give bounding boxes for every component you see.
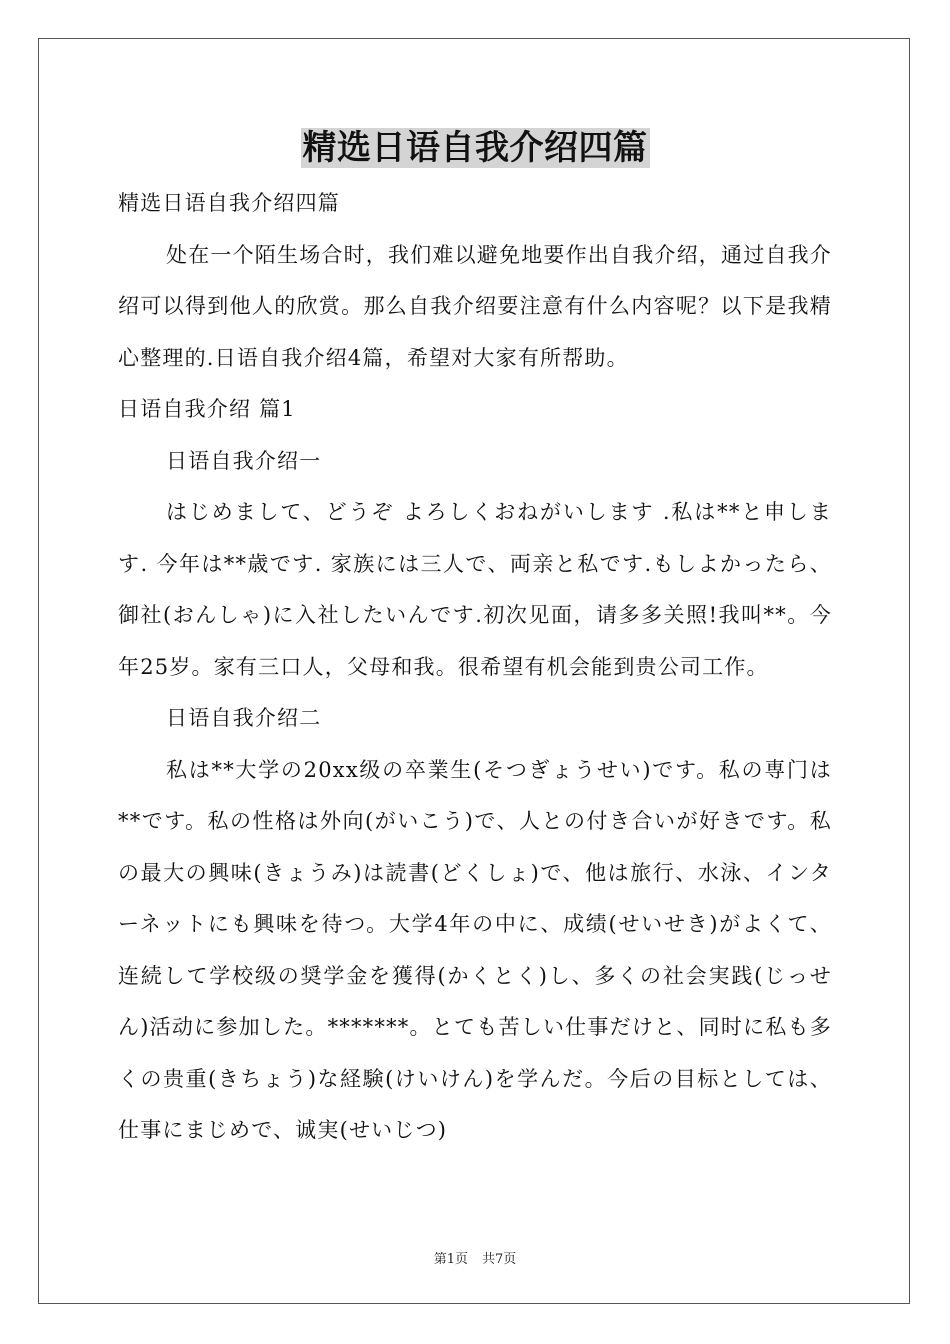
page-total: 共7页 (482, 1252, 517, 1267)
document-title: 精选日语自我介绍四篇 (302, 128, 648, 168)
paragraph-intro-two: 私は**大学の20xx级の卒業生(そつぎょうせい)です。私の専门は**です。私の性格は外向(がいこう)で、人との付き合いが好きです。私の最大の興味(きょうみ)は読書(どくしょ)で、他は旅行、水泳、インターネットにも興味を待つ。大学4年の中に、成绩(せいせき)がよくて、连続して学校级の奨学金を獲得(かくとく)し、多くの社会実践(じっせん)活动に参加した。*******。とても苦しい仕事だけと、同时に私も多くの贵重(きちょう)な経験(けいけん)を学んだ。今后の目标としては、仕事にまじめで、诚実(せいじつ) (118, 757, 832, 1142)
subsection-heading-2: 日语自我介绍二 (166, 706, 322, 730)
subsection-heading-1: 日语自我介绍一 (166, 448, 322, 473)
title-container (0, 128, 950, 168)
page-footer (0, 1248, 950, 1267)
document-body (118, 178, 832, 1157)
paragraph-subtitle: 精选日语自我介绍四篇 (118, 191, 340, 215)
paragraph-intro-one: はじめまして、どうぞ よろしくおねがいします .私は**と申します. 今年は**歳です. 家族には三人で、両亲と私です.もしよかったら、御社(おんしゃ)に入社したいんです.初次见面，请多多关照!我叫**。今年25岁。家有三口人，父母和我。很希望有机会能到贵公司工作。 (118, 500, 832, 679)
paragraph-intro: 处在一个陌生场合时，我们难以避免地要作出自我介绍，通过自我介绍可以得到他人的欣赏。那么自我介绍要注意有什么内容呢？以下是我精心整理的.日语自我介绍4篇，希望对大家有所帮助。 (118, 242, 832, 370)
page-number: 第1页 (433, 1252, 468, 1267)
section-heading: 日语自我介绍 篇1 (118, 397, 296, 421)
